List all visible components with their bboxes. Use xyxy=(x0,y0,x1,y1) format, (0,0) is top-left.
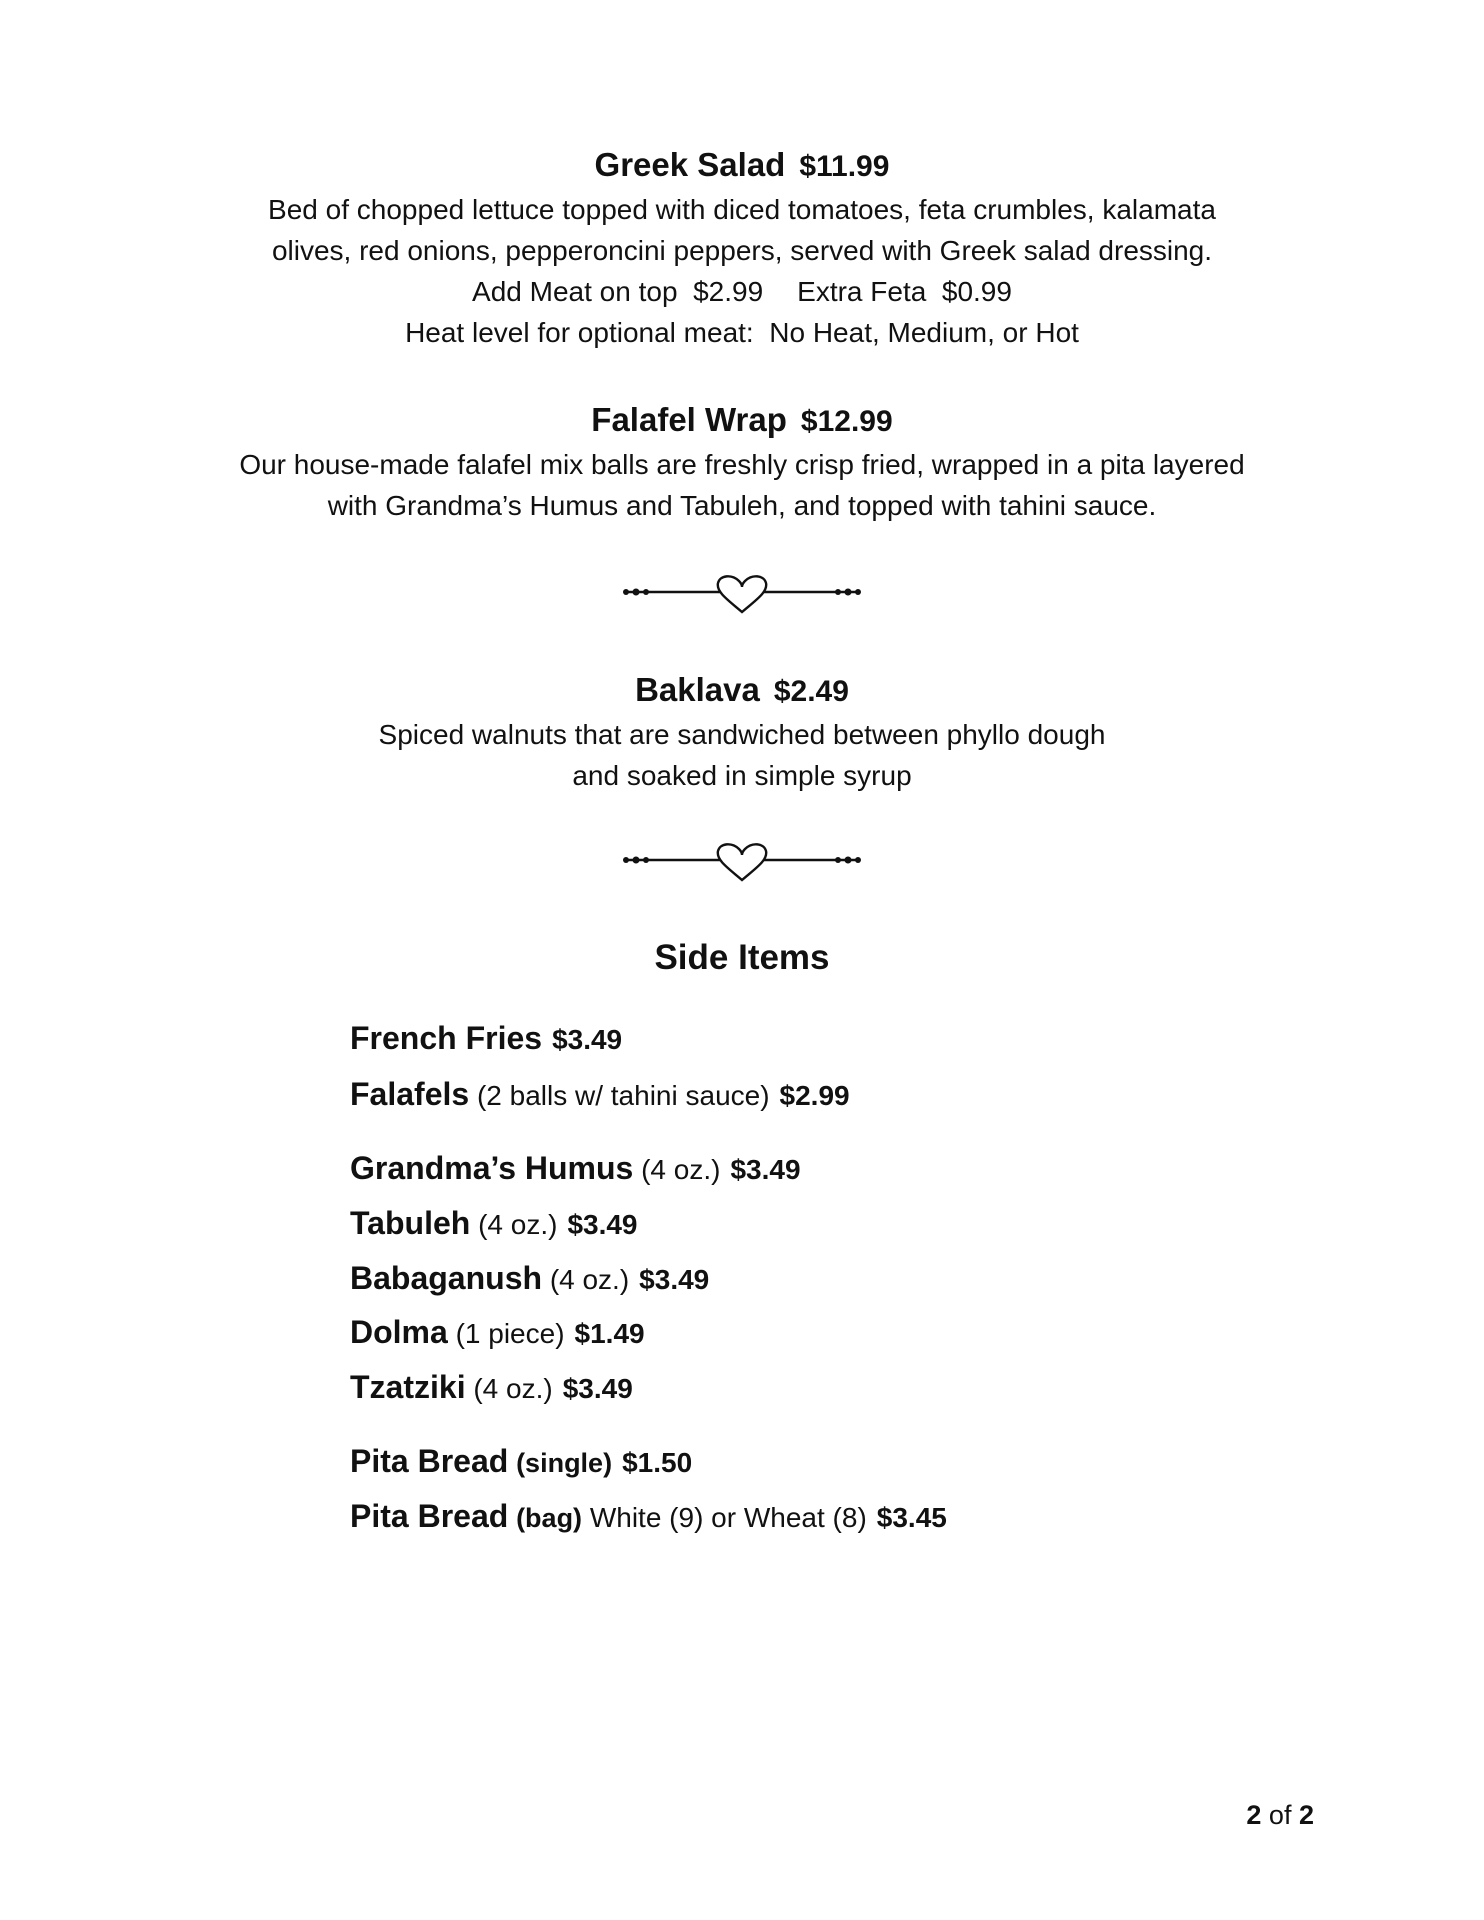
heart-divider-icon xyxy=(0,572,1484,616)
side-item-qualifier: (1 piece) xyxy=(455,1318,565,1349)
item-description xyxy=(0,714,1484,796)
list-item xyxy=(350,1367,633,1409)
side-item-name: French Fries xyxy=(350,1020,543,1056)
side-item-price: $3.49 xyxy=(730,1154,801,1185)
page-number xyxy=(1246,1800,1314,1831)
item-description xyxy=(0,444,1484,526)
list-item xyxy=(350,1203,638,1245)
side-item-qualifier: (4 oz.) xyxy=(549,1264,630,1295)
heat-note: Heat level for optional meat: No Heat, Medium, or Hot xyxy=(405,317,1079,348)
section-title: Side Items xyxy=(654,938,830,977)
list-item xyxy=(350,1018,622,1060)
side-item-price: $3.45 xyxy=(876,1502,947,1533)
side-item-name: Pita Bread xyxy=(350,1443,509,1479)
page-total: 2 xyxy=(1298,1800,1314,1830)
side-item-price: $2.99 xyxy=(779,1080,850,1111)
side-item-qualifier: (4 oz.) xyxy=(473,1373,553,1404)
heart-divider-icon xyxy=(0,840,1484,884)
item-name: Greek Salad xyxy=(594,146,786,183)
item-price: $2.49 xyxy=(773,675,849,708)
side-item-qualifier: (4 oz.) xyxy=(478,1209,558,1240)
desc-line: with Grandma’s Humus and Tabuleh, and topped with tahini sauce. xyxy=(327,490,1157,521)
side-item-name: Pita Bread xyxy=(350,1498,509,1534)
side-item-price: $3.49 xyxy=(639,1264,710,1295)
item-name: Falafel Wrap xyxy=(591,401,787,438)
side-item-name: Grandma’s Humus xyxy=(350,1150,634,1186)
side-item-price: $3.49 xyxy=(552,1024,623,1055)
side-item-name: Babaganush xyxy=(350,1260,543,1296)
falafel-wrap-section xyxy=(0,400,1484,526)
side-item-qualifier-detail: White (9) or Wheat (8) xyxy=(589,1502,867,1533)
side-item-price: $3.49 xyxy=(562,1373,633,1404)
list-item xyxy=(350,1148,801,1190)
item-price: $11.99 xyxy=(799,150,890,183)
side-item-name: Dolma xyxy=(350,1314,448,1350)
item-title xyxy=(0,145,1484,187)
side-item-price: $1.49 xyxy=(574,1318,645,1349)
side-item-qualifier: (single) xyxy=(516,1448,613,1478)
side-item-qualifier: (2 balls w/ tahini sauce) xyxy=(476,1080,770,1111)
side-item-price: $1.50 xyxy=(622,1447,693,1478)
addon-feta: Extra Feta $0.99 xyxy=(797,276,1012,307)
list-item xyxy=(350,1441,692,1483)
side-item-qualifier: (4 oz.) xyxy=(641,1154,721,1185)
desc-line: Our house-made falafel mix balls are freshly crisp fried, wrapped in a pita layered xyxy=(239,449,1245,480)
desc-line: Spiced walnuts that are sandwiched between phyllo dough xyxy=(378,719,1106,750)
list-item xyxy=(350,1496,947,1538)
side-item-name: Tzatziki xyxy=(350,1369,466,1405)
desc-line: olives, red onions, pepperoncini peppers, served with Greek salad dressing. xyxy=(271,235,1213,266)
item-name: Baklava xyxy=(635,671,760,708)
side-item-price: $3.49 xyxy=(567,1209,638,1240)
side-item-name: Tabuleh xyxy=(350,1205,471,1241)
item-title xyxy=(0,400,1484,442)
side-item-qualifier: (bag) xyxy=(516,1503,583,1533)
baklava-section xyxy=(0,670,1484,796)
page-of: of xyxy=(1268,1800,1292,1830)
item-price: $12.99 xyxy=(800,405,893,438)
list-item xyxy=(350,1312,645,1354)
addon-line xyxy=(0,271,1484,312)
item-title xyxy=(0,670,1484,712)
list-item xyxy=(350,1074,850,1116)
desc-line: Bed of chopped lettuce topped with diced tomatoes, feta crumbles, kalamata xyxy=(268,194,1216,225)
list-item xyxy=(350,1258,709,1300)
page-current: 2 xyxy=(1246,1800,1262,1830)
greek-salad-section xyxy=(0,145,1484,353)
desc-line: and soaked in simple syrup xyxy=(572,760,912,791)
item-description xyxy=(0,189,1484,353)
side-item-name: Falafels xyxy=(350,1076,470,1112)
addon-meat: Add Meat on top $2.99 xyxy=(472,276,764,307)
